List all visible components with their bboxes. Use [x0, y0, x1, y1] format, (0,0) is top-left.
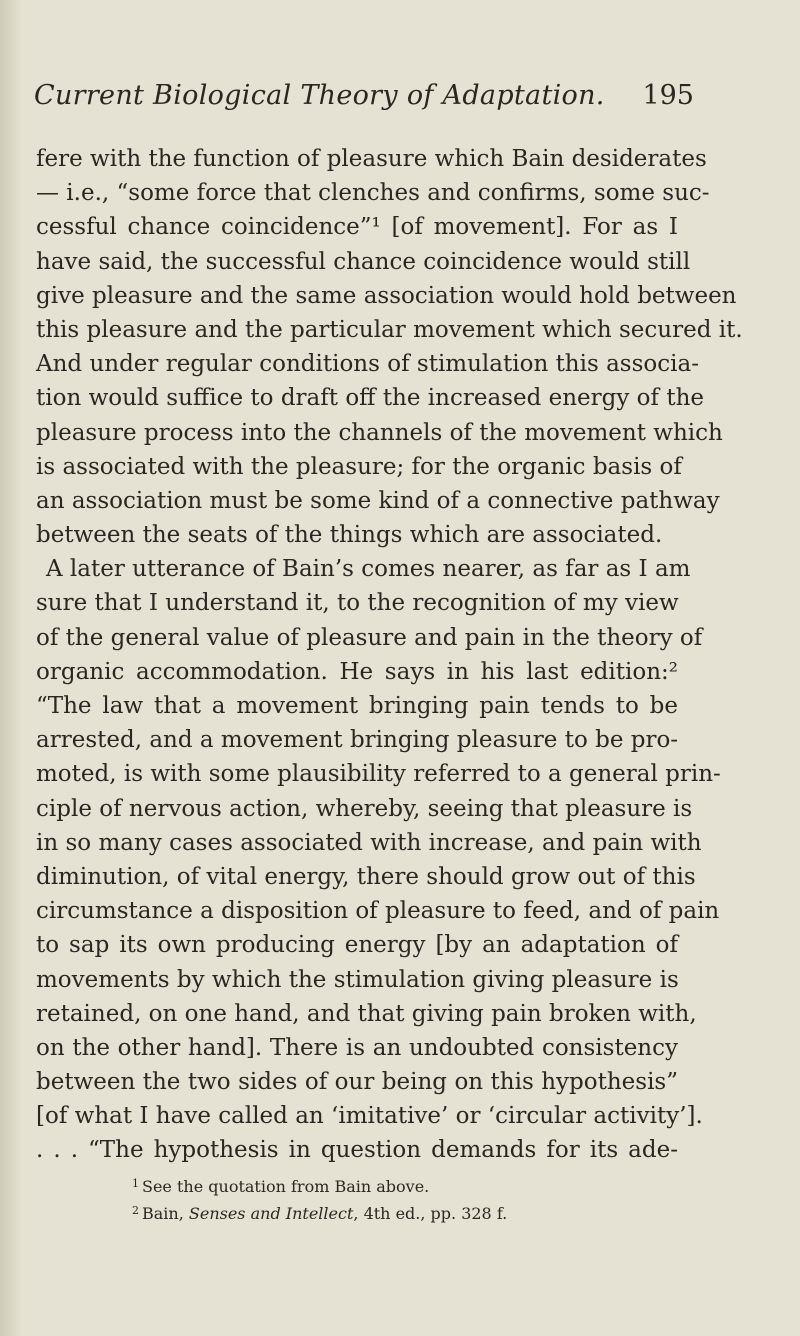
body-text: [36, 142, 743, 1168]
text-line: moted, is with some plausibility referred to a general prin-: [36, 761, 721, 788]
text-line: between the seats of the things which are associated.: [36, 522, 663, 549]
text-line: fere with the function of pleasure which Bain desiderates: [36, 146, 707, 172]
footnote-text: Bain,: [142, 1204, 189, 1223]
text-line: between the two sides of our being on this hypothesis”: [36, 1069, 678, 1096]
text-line: an association must be some kind of a connective pathway: [36, 487, 720, 514]
footnote-text: See the quotation from Bain above.: [142, 1177, 430, 1196]
text-line: have said, the successful chance coincidence would still: [36, 248, 691, 275]
text-line: to sap its own producing energy [by an adaptation of: [36, 932, 678, 959]
text-line: in so many cases associated with increase, and pain with: [36, 829, 702, 856]
page-number: 195: [642, 80, 694, 111]
text-line: pleasure process into the channels of the movement which: [36, 419, 723, 446]
text-line: of the general value of pleasure and pain in the theory of: [36, 624, 703, 651]
text-line: arrested, and a movement bringing pleasure to be pro-: [36, 727, 679, 754]
text-line: organic accommodation. He says in his last edition:²: [36, 658, 678, 685]
footnote-text: , 4th ed., pp. 328 f.: [353, 1204, 508, 1223]
text-line: And under regular conditions of stimulation this associa-: [36, 351, 699, 378]
text-line: give pleasure and the same association would hold between: [36, 282, 737, 309]
footnote-marker: 1: [132, 1177, 139, 1190]
text-line: retained, on one hand, and that giving pain broken with,: [36, 1000, 697, 1027]
text-line: diminution, of vital energy, there should grow out of this: [36, 863, 696, 890]
page-header: [34, 80, 694, 124]
text-line: “The law that a movement bringing pain tends to be: [36, 693, 678, 719]
text-line: circumstance a disposition of pleasure to feed, and of pain: [36, 898, 720, 925]
text-line: on the other hand]. There is an undoubted consistency: [36, 1034, 678, 1061]
text-line: movements by which the stimulation giving pleasure is: [36, 966, 679, 993]
running-title: Current Biological Theory of Adaptation.: [34, 80, 605, 111]
footnotes: [132, 1172, 692, 1226]
footnote-1: [132, 1172, 692, 1199]
text-line: . . . “The hypothesis in question demands for its ade-: [36, 1137, 678, 1164]
footnote-marker: 2: [132, 1204, 139, 1217]
text-line: is associated with the pleasure; for the organic basis of: [36, 453, 682, 480]
text-line: tion would suffice to draft off the increased energy of the: [36, 385, 705, 412]
text-line: sure that I understand it, to the recognition of my view: [36, 590, 679, 617]
text-line: cessful chance coincidence”¹ [of movement]. For as I: [36, 214, 678, 241]
text-line: [of what I have called an ‘imitative’ or ‘circular activity’].: [36, 1103, 703, 1130]
footnote-book-title: Senses and Intellect: [188, 1204, 354, 1223]
text-line: A later utterance of Bain’s comes nearer, as far as I am: [46, 556, 691, 583]
page-gutter-shadow: [0, 0, 22, 1336]
text-line: — i.e., “some force that clenches and confirms, some suc-: [36, 180, 710, 207]
text-line: this pleasure and the particular movement which secured it.: [36, 316, 743, 343]
text-line: ciple of nervous action, whereby, seeing that pleasure is: [36, 795, 693, 822]
footnote-2: [132, 1199, 692, 1226]
